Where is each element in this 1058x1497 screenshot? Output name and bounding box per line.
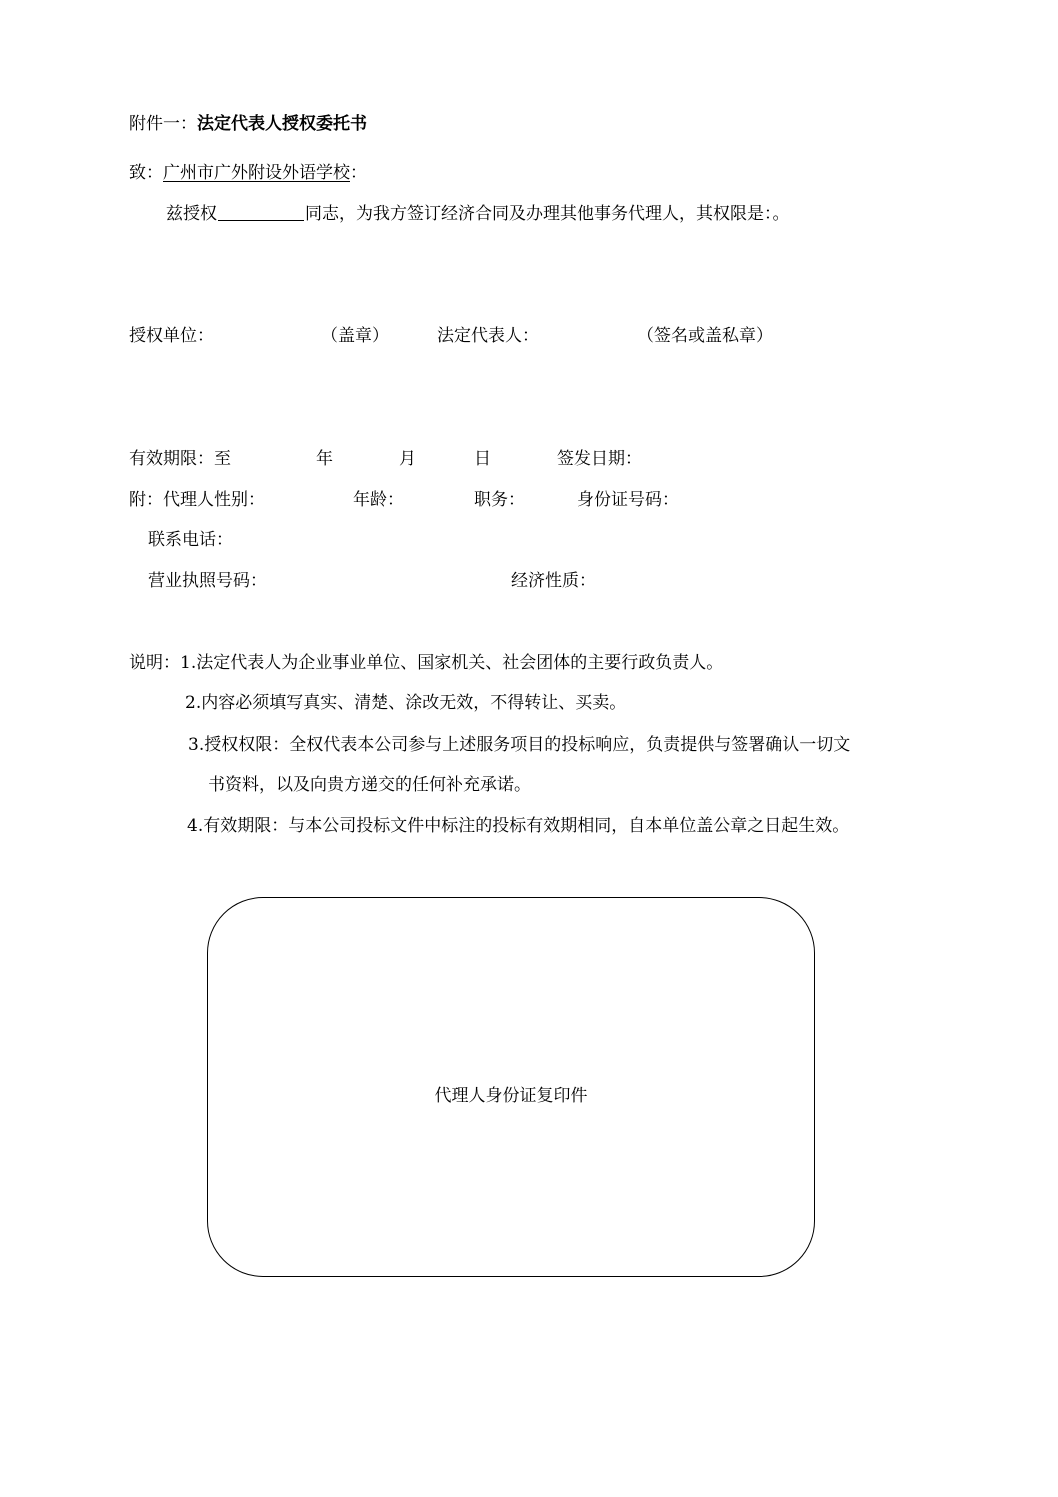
validity-day: 日 (474, 449, 491, 469)
validity-month: 月 (399, 449, 416, 469)
addressee-suffix: ： (350, 163, 367, 183)
addressee-line (129, 162, 367, 184)
authorizing-unit-label: 授权单位： (129, 326, 214, 346)
addressee-name: 广州市广外附设外语学校 (163, 163, 350, 183)
agent-phone-label: 联系电话： (148, 530, 233, 550)
note-text: 1.法定代表人为企业事业单位、国家机关、社会团体的主要行政负责人。 (180, 653, 724, 673)
note-item: 4.有效期限：与本公司投标文件中标注的投标有效期相同，自本单位盖公章之日起生效。 (187, 816, 850, 836)
note-item-continuation: 书资料，以及向贵方递交的任何补充承诺。 (208, 775, 531, 795)
legal-rep-label: 法定代表人： (437, 326, 539, 346)
agent-age-label: 年龄： (353, 490, 404, 510)
id-copy-label: 代理人身份证复印件 (434, 1086, 588, 1106)
authorization-lead: 兹授权 (166, 204, 217, 224)
note-item: 3.授权权限：全权代表本公司参与上述服务项目的投标响应，负责提供与签署确认一切文 (188, 735, 851, 755)
business-license-label: 营业执照号码： (148, 571, 267, 591)
id-copy-box (207, 897, 815, 1277)
issue-date-label: 签发日期： (557, 449, 642, 469)
signature-note: （签名或盖私章） (637, 326, 773, 346)
notes-label: 说明： (129, 653, 180, 673)
attachment-prefix: 附件一： (129, 114, 197, 134)
agent-name-blank[interactable] (218, 203, 304, 221)
authorization-text: 同志，为我方签订经济合同及办理其他事务代理人，其权限是：。 (305, 204, 790, 224)
validity-label: 有效期限：至 (129, 449, 231, 469)
authorization-line (166, 203, 790, 225)
agent-id-label: 身份证号码： (577, 490, 679, 510)
addressee-label: 致： (129, 163, 163, 183)
agent-position-label: 职务： (474, 490, 525, 510)
note-item: 2.内容必须填写真实、清楚、涂改无效，不得转让、买卖。 (185, 693, 627, 713)
document-title: 法定代表人授权委托书 (197, 114, 367, 134)
seal-note: （盖章） (321, 326, 389, 346)
agent-gender-label: 附：代理人性别： (129, 490, 265, 510)
note-item (129, 652, 723, 674)
attachment-heading (129, 113, 367, 135)
validity-year: 年 (316, 449, 333, 469)
economic-nature-label: 经济性质： (511, 571, 596, 591)
